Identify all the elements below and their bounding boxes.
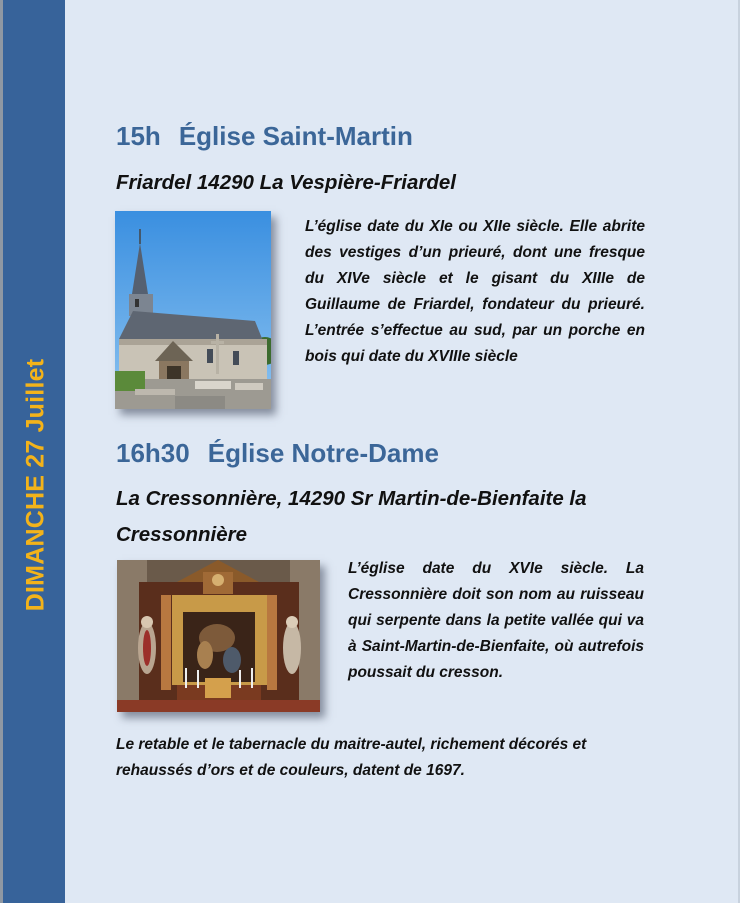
event-address: La Cressonnière, 14290 Sr Martin-de-Bienfaite la Cressonnière (116, 487, 587, 546)
church-saint-martin-photo (115, 211, 271, 409)
event-address: Friardel 14290 La Vespière-Friardel (116, 171, 456, 194)
event-title: Église Saint-Martin (178, 121, 413, 151)
event-title: Église Notre-Dame (207, 438, 439, 468)
event-heading (116, 438, 439, 469)
date-sidebar (3, 0, 65, 903)
event-time: 16h30 (116, 438, 190, 468)
event-heading (116, 121, 413, 152)
event-description: L’église date du XVIe siècle. La Cressonnière doit son nom au ruisseau qui serpente dans la petite vallée qui va à Saint-Martin-de-Bienfaite, où autrefois poussait du cresson. (348, 560, 644, 681)
event-note: Le retable et le tabernacle du maitre-autel, richement décorés et rehaussés d’ors et de couleurs, datent de 1697. (116, 736, 587, 779)
altarpiece-photo (117, 560, 320, 712)
event-time: 15h (116, 121, 161, 151)
event-description: L’église date du XIe ou XIIe siècle. Elle abrite des vestiges d’un prieuré, dont une fresque du XIVe siècle et le gisant du XIIIe de Guillaume de Friardel, fondateur du prieuré. L’entrée s’effectue au sud, par un porche en bois qui date du XVIIIe siècle (305, 218, 645, 365)
sidebar-date-label: DIMANCHE 27 Juillet (21, 358, 50, 612)
